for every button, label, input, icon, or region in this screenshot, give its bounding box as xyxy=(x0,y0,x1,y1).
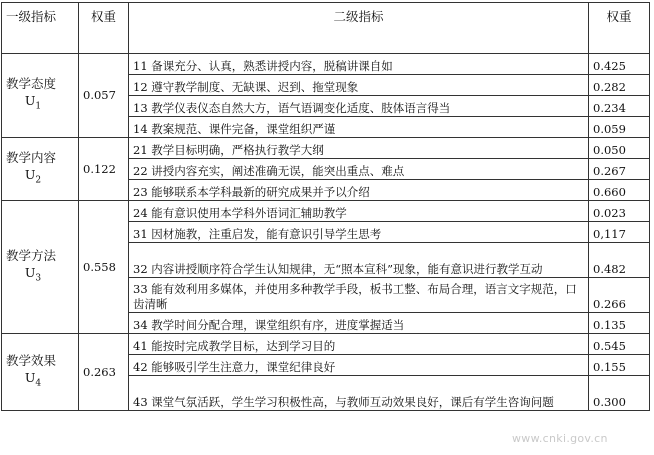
level1-cell-method xyxy=(2,201,79,334)
level2-label: 31 因材施教，注重启发，能有意识引导学生思考 xyxy=(129,222,589,243)
level2-label: 12 遵守教学制度、无缺课、迟到、拖堂现象 xyxy=(129,75,589,96)
table-row xyxy=(2,201,650,222)
level2-label: 21 教学目标明确，严格执行教学大纲 xyxy=(129,138,589,159)
level1-code: $U_4$ xyxy=(24,369,42,389)
level1-cell-content xyxy=(2,138,79,201)
level2-label: 43 课堂气氛活跃，学生学习积极性高，与教师互动效果良好，课后有学生咨询问题 xyxy=(129,376,589,411)
table-row xyxy=(2,334,650,355)
level2-label: 33 能有效利用多媒体，并使用多种教学手段，板书工整、布局合理，语言文字规范，口齿清晰 xyxy=(129,278,589,313)
table-row xyxy=(2,54,650,75)
level2-label: 23 能够联系本学科最新的研究成果并予以介绍 xyxy=(129,180,589,201)
level2-weight: 0.155 xyxy=(589,355,650,376)
level1-name: 教学方法 xyxy=(6,247,57,263)
level2-weight: 0.545 xyxy=(589,334,650,355)
level2-label: 34 教学时间分配合理，课堂组织有序，进度掌握适当 xyxy=(129,313,589,334)
level1-name: 教学内容 xyxy=(6,149,57,165)
watermark: www.cnki.gov.cn xyxy=(512,432,608,445)
level2-label: 32 内容讲授顺序符合学生认知规律，无“照本宣科”现象，能有意识进行教学互动 xyxy=(129,243,589,278)
indicator-weight-table xyxy=(1,2,650,411)
level2-weight: 0.482 xyxy=(589,243,650,278)
level1-weight: 0.057 xyxy=(79,54,129,138)
level1-code: $U_3$ xyxy=(24,264,42,284)
level2-label: 13 教学仪表仪态自然大方，语气语调变化适度、肢体语言得当 xyxy=(129,96,589,117)
table-row xyxy=(2,138,650,159)
level2-weight: 0.660 xyxy=(589,180,650,201)
level2-label: 11 备课充分、认真，熟悉讲授内容，脱稿讲课自如 xyxy=(129,54,589,75)
header-level1: 一级指标 xyxy=(2,3,79,54)
level2-weight: 0.267 xyxy=(589,159,650,180)
level2-weight: 0.266 xyxy=(589,278,650,313)
level1-weight: 0.263 xyxy=(79,334,129,411)
level1-name: 教学态度 xyxy=(6,76,57,92)
header-weight2: 权重 xyxy=(589,3,650,54)
level2-weight: 0.059 xyxy=(589,117,650,138)
level2-weight: 0.300 xyxy=(589,376,650,411)
level2-label: 24 能有意识使用本学科外语词汇辅助教学 xyxy=(129,201,589,222)
level2-weight: 0.234 xyxy=(589,96,650,117)
level1-name: 教学效果 xyxy=(6,352,57,368)
level1-code: $U_2$ xyxy=(24,166,42,186)
level1-cell-effect xyxy=(2,334,79,411)
level2-weight: 0.282 xyxy=(589,75,650,96)
level2-label: 42 能够吸引学生注意力，课堂纪律良好 xyxy=(129,355,589,376)
level2-weight: 0.023 xyxy=(589,201,650,222)
level2-weight: 0.425 xyxy=(589,54,650,75)
level2-weight: 0.050 xyxy=(589,138,650,159)
header-level2: 二级指标 xyxy=(129,3,589,54)
level2-label: 14 教案规范、课件完备，课堂组织严谨 xyxy=(129,117,589,138)
level1-weight: 0.558 xyxy=(79,201,129,334)
header-weight1: 权重 xyxy=(79,3,129,54)
level1-weight: 0.122 xyxy=(79,138,129,201)
level2-weight: 0,117 xyxy=(589,222,650,243)
header-row xyxy=(2,3,650,54)
level1-cell-attitude xyxy=(2,54,79,138)
level2-weight: 0.135 xyxy=(589,313,650,334)
level2-label: 41 能按时完成教学目标，达到学习目的 xyxy=(129,334,589,355)
level2-label: 22 讲授内容充实，阐述准确无误，能突出重点、难点 xyxy=(129,159,589,180)
level1-code: $U_1$ xyxy=(24,93,42,112)
